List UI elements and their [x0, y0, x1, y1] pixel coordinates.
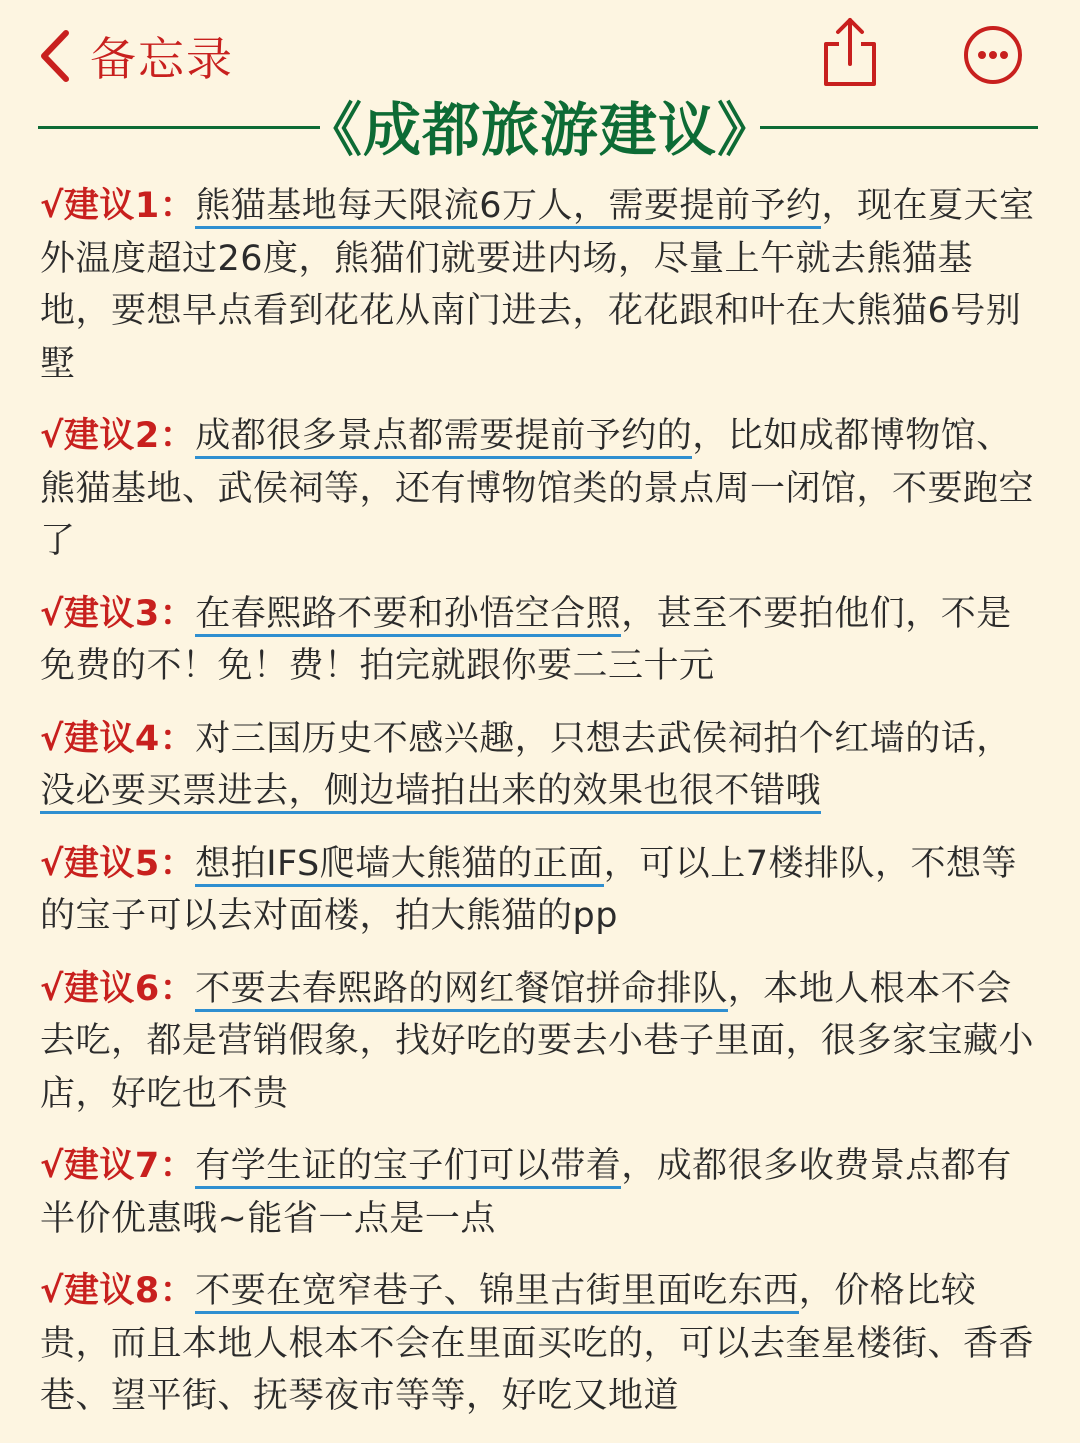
tip-item — [40, 410, 1040, 568]
tip-highlight: 有学生证的宝子们可以带着 — [195, 1146, 621, 1189]
tip-highlight: 想拍IFS爬墙大熊猫的正面 — [195, 844, 604, 887]
tip-highlight: 成都很多景点都需要提前予约的 — [195, 416, 692, 459]
tip-highlight: 没必要买票进去，侧边墙拍出来的效果也很不错哦 — [40, 771, 821, 814]
tip-highlight: 不要去春熙路的网红餐馆拼命排队 — [195, 969, 728, 1012]
tip-text: ，成都很多收费景点都有半价优惠哦~能省一点是一点 — [40, 1146, 1012, 1239]
tip-tag: √建议3： — [40, 593, 196, 634]
tip-highlight: 熊猫基地每天限流6万人，需要提前予约 — [195, 186, 821, 229]
tip-text: ，现在夏天室外温度超过26度，熊猫们就要进内场，尽量上午就去熊猫基地，要想早点看到花花从南门进去，花花跟和叶在大熊猫6号别墅 — [40, 186, 1035, 384]
page-title: 《成都旅游建议》 — [303, 96, 776, 164]
tip-item — [40, 963, 1040, 1121]
share-icon[interactable] — [818, 14, 882, 90]
back-label: 备忘录 — [90, 32, 234, 86]
tip-text: ，本地人根本不会去吃，都是营销假象，找好吃的要去小巷子里面，很多家宝藏小店，好吃也不贵 — [40, 968, 1035, 1114]
tip-text: ，价格比较贵，而且本地人根本不会在里面买吃的，可以去奎星楼街、香香巷、望平街、抚琴夜市等等，好吃又地道 — [40, 1271, 1035, 1416]
tip-item — [40, 713, 1040, 818]
tip-item — [40, 588, 1040, 693]
back-button[interactable] — [36, 24, 234, 88]
tip-tag: √建议2： — [40, 416, 196, 456]
tip-item — [40, 838, 1040, 943]
chevron-left-icon — [36, 28, 72, 84]
tips-list — [40, 180, 1040, 1443]
tip-tag: √建议4： — [40, 718, 196, 759]
tip-item — [40, 1140, 1040, 1245]
tip-highlight: 在春熙路不要和孙悟空合照 — [195, 594, 621, 637]
tip-item — [40, 1265, 1040, 1423]
tip-tag: √建议6： — [40, 968, 196, 1009]
tip-highlight: 不要在宽窄巷子、锦里古街里面吃东西 — [195, 1271, 799, 1314]
title-divider-right — [760, 126, 1038, 129]
tip-text: ，甚至不要拍他们，不是免费的不！免！费！拍完就跟你要二三十元 — [40, 593, 1012, 686]
more-icon[interactable] — [962, 24, 1024, 86]
tip-text: ，可以上7楼排队，不想等的宝子可以去对面楼，拍大熊猫的pp — [40, 843, 1018, 936]
tip-tag: √建议1： — [40, 186, 196, 226]
tip-item — [40, 180, 1040, 390]
tip-tag: √建议5： — [40, 843, 196, 884]
title-row — [0, 92, 1080, 168]
tip-tag: √建议7： — [40, 1146, 196, 1186]
tip-text-pre: 对三国历史不感兴趣，只想去武侯祠拍个红墙的话， — [195, 718, 1012, 759]
tip-text: ，比如成都博物馆、熊猫基地、武侯祠等，还有博物馆类的景点周一闭馆，不要跑空了 — [40, 416, 1035, 561]
tip-tag: √建议8： — [40, 1271, 196, 1311]
title-divider-left — [38, 126, 320, 129]
